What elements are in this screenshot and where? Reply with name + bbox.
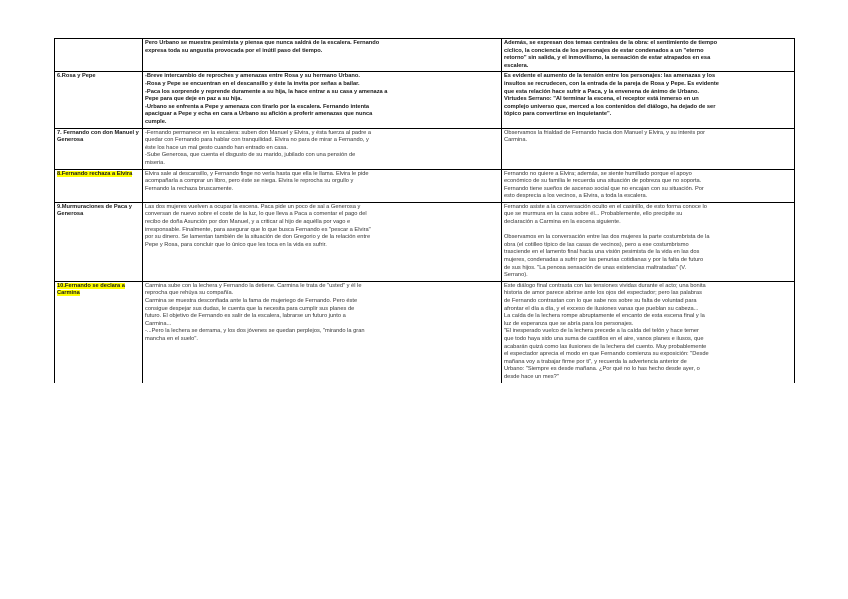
scene-title: 9.Murmuraciones de Paca y Generosa (57, 203, 132, 218)
analysis-line: Observamos la frialdad de Fernando hacia don Manuel y Elvira, y su interés por (504, 129, 706, 136)
analysis-line: Fernando asiste a la conversación oculto en el casinillo, de esto forma conoce lo (504, 203, 707, 210)
analysis-line: esto desprecia a los vecinos, a Elvira, a toda la escalera. (504, 193, 648, 200)
summary-line: por su dinero. Se lamentan también de la situación de don Gregorio y de la relación entre (145, 234, 371, 241)
summary-line: miseria. (145, 159, 165, 166)
analysis-cell (502, 202, 795, 281)
table-row (55, 39, 795, 72)
scene-title-cell (55, 39, 143, 72)
summary-line: éste los hace un mal gesto cuando han entrado en casa. (145, 144, 288, 151)
summary-line: quedar con Fernando para hablar con tranquilidad. Elvira no para de mirar a Fernando, y (145, 137, 369, 144)
scene-title-cell (55, 72, 143, 128)
analysis-cell (502, 169, 795, 202)
scene-title-cell (55, 128, 143, 169)
summary-cell (143, 202, 502, 281)
analysis-line: de Fernando contrastan con lo que sabe nos sobre su falta de voluntad para (504, 298, 697, 304)
summary-line: consigue despejar sus dudas, le cuenta que la necesita para cumplir sus planes de (145, 305, 355, 312)
analysis-line: complejo universo que, merced a los contenidos del diálogo, ha dejado de ser (504, 103, 716, 110)
scene-title-cell (55, 202, 143, 281)
summary-cell (143, 169, 502, 202)
scene-title: 6.Rosa y Pepe (57, 73, 96, 80)
analysis-line: acabarán quizá como las ilusiones de la lechera del cuento. Muy probablemente (504, 343, 707, 350)
summary-line: Las dos mujeres vuelven a ocupar la escena. Paca pide un poco de sal a Generosa y (145, 203, 361, 210)
analysis-line: obra (el cotilleo típico de las casas de vecinos), pero a ese costumbrismo (504, 241, 689, 248)
analysis-line: que se murmura en la casa sobre él... Probablemente, ello precipite su (504, 211, 683, 218)
summary-cell (143, 72, 502, 128)
analysis-line: Virtudes Serrano: "Al terminar la escena, el receptor está inmerso en un (504, 96, 699, 103)
analysis-cell (502, 128, 795, 169)
scene-table-body (55, 39, 795, 383)
summary-line: Carmina... (145, 320, 172, 327)
analysis-line: insultos se recrudecen, con la entrada de la pareja de Rosa y Pepe. Es evidente (504, 80, 719, 87)
analysis-line: La caída de la lechera rompe abruptamente el encanto de esta escena final y la (504, 313, 705, 320)
summary-line: recibo de doña Asunción por don Manuel, y a criticar al hijo de aquélla por vago e (145, 219, 351, 226)
analysis-line: trasciende en el lamento final hacia una visión pesimista de la vida en las dos (504, 249, 700, 256)
analysis-cell (502, 72, 795, 128)
summary-line: Fernando la rechaza bruscamente. (145, 185, 234, 192)
summary-line: -Rosa y Pepe se encuentran en el descansillo y éste la invita por señas a bailar. (145, 80, 360, 87)
summary-line: Pepe para que deje en paz a su hija. (145, 96, 243, 103)
summary-line: -Urbano se enfrenta a Pepe y amenaza con tirarlo por la escalera. Fernando intenta (145, 103, 370, 110)
summary-line: -...Pero la lechera se derrama, y los dos jóvenes se quedan perplejos, "mirando la gran (145, 328, 365, 335)
table-row (55, 128, 795, 169)
table-row (55, 72, 795, 128)
scene-title: 7. Fernando con don Manuel y Generosa (57, 129, 139, 144)
summary-line: futuro. El objetivo de Fernando es salir de la escalera, labrarse un futuro junto a (145, 313, 346, 320)
scene-title-cell (55, 169, 143, 202)
table-row (55, 202, 795, 281)
summary-line: mancha en el suelo". (145, 335, 198, 342)
analysis-line: Urbano: "Siempre es desde mañana. ¿Por qué no lo has hecho desde ayer, o (504, 366, 700, 373)
analysis-line: retorno" sin salida, y el inmovilismo, la sensación de estar atrapados en esa (504, 55, 711, 62)
summary-cell (143, 39, 502, 72)
scene-title-cell (55, 281, 143, 382)
scene-title: 10.Fernando se declara a Carmina (57, 282, 125, 297)
summary-line: Carmina sube con la lechera y Fernando la detiene. Carmina le trata de "usted" y él le (145, 282, 362, 289)
summary-line: cumple. (145, 118, 167, 125)
scene-table (54, 38, 795, 383)
analysis-line: Fernando tiene sueños de ascenso social que no encajan con su situación. Por (504, 185, 704, 192)
summary-line: apaciguar a Pepe y echa en cara a Urbano su afición a proferir amenazas que nunca (145, 111, 373, 118)
analysis-line: Además, se expresan dos temas centrales de la obra: el sentimiento de tiempo (504, 40, 718, 46)
analysis-line: Serrano). (504, 272, 528, 279)
summary-cell (143, 128, 502, 169)
table-row (55, 281, 795, 382)
analysis-cell (502, 281, 795, 382)
scene-title: 8.Fernando rechaza a Elvira (57, 170, 133, 177)
analysis-line: que todo haya sido una suma de castillos en el aire, vanos planes e ilusos, que (504, 335, 704, 342)
analysis-line: mujeres, condenadas a sufrir por las penurias cotidianas y por la falta de futuro (504, 257, 704, 264)
summary-line: -Paca los sorprende y reprende duramente a su hija, la hace entrar a su casa y amenaza a (145, 88, 388, 95)
analysis-line: que esta relación hace sufrir a Paca, y la envenena de ánimo de Urbano. (504, 88, 700, 95)
analysis-line: tópico para convertirse en inquietante". (504, 111, 612, 118)
summary-line: -Fernando permanece en la escalera: suben don Manuel y Elvira, y ésta fuerza al padre a (145, 129, 372, 136)
summary-line: Pepe y Rosa, para concluir que lo único que les toca en la vida es sufrir. (145, 241, 327, 248)
analysis-line: declaración a Carmina en la escena siguiente. (504, 219, 621, 226)
analysis-cell (502, 39, 795, 72)
analysis-line: cíclico, la conciencia de los personajes de estar condenados a un "eterno (504, 47, 704, 54)
table-row (55, 169, 795, 202)
analysis-line: Es evidente el aumento de la tensión entre los personajes: las amenazas y los (504, 73, 716, 80)
summary-line: irresponsable. Finalmente, para asegurar que lo que busca Fernando es "pescar a Elvira" (145, 226, 371, 233)
summary-line: Carmina se muestra desconfiada ante la fama de mujeriego de Fernando. Pero éste (145, 298, 358, 304)
summary-line: reprocha que rehúya su compañía. (145, 290, 234, 297)
summary-line: expresa toda su angustia provocada por el inútil paso del tiempo. (145, 47, 323, 54)
analysis-line: Carmina. (504, 137, 528, 144)
analysis-line (504, 227, 792, 235)
analysis-line: Fernando no quiere a Elvira; además, se siente humillado porque el apoyo (504, 170, 692, 177)
summary-line: conversan de nuevo sobre el coste de la luz, lo que lleva a Paca a comentar el pago del (145, 211, 367, 218)
analysis-line: el espectador aprecia el modo en que Fernando comienza su exposición: "Desde (504, 351, 709, 358)
analysis-line: historia de amor parece abrirse ante los ojos del espectador; pero las palabras (504, 290, 702, 297)
analysis-line: afrontar el día a día, y el exceso de ilusiones vanas que pueblan su cabeza... (504, 305, 699, 312)
analysis-line: luz de esperanza que se abría para los personajes. (504, 320, 634, 327)
analysis-line: "El inesperado vuelco de la lechera precede a la caída del telón y hace temer (504, 328, 699, 335)
analysis-line: económico de su familia le recuerda una situación de pobreza que no soporta. (504, 178, 702, 185)
summary-line: Pero Urbano se muestra pesimista y piensa que nunca saldrá de la escalera. Fernando (145, 40, 380, 46)
analysis-line: Observamos en la conversación entre las dos mujeres la parte costumbrista de la (504, 234, 710, 241)
analysis-line: de sus hijos. "La penosa sensación de unas existencias maltratadas" (V. (504, 264, 687, 271)
summary-line: -Breve intercambio de reproches y amenazas entre Rosa y su hermano Urbano. (145, 73, 360, 80)
analysis-line: escalera. (504, 62, 529, 69)
analysis-line: desde hace un mes?" (504, 373, 559, 380)
summary-cell (143, 281, 502, 382)
summary-line: Elvira sale al descansillo, y Fernando finge no verla hasta que ella le llama. Elvira le pide (145, 170, 369, 177)
summary-line: -Sube Generosa, que cuenta el disgusto de su marido, jubilado con una pensión de (145, 152, 356, 159)
summary-line: acompañarla a comprar un libro, pero éste se niega. Elvira le reprocha su orgullo y (145, 178, 354, 185)
analysis-line: mañana voy a trabajar firme por ti", y recuerda la advertencia anterior de (504, 358, 687, 365)
analysis-line: Este diálogo final contrasta con las tensiones vividas durante el acto; una bonita (504, 282, 706, 289)
